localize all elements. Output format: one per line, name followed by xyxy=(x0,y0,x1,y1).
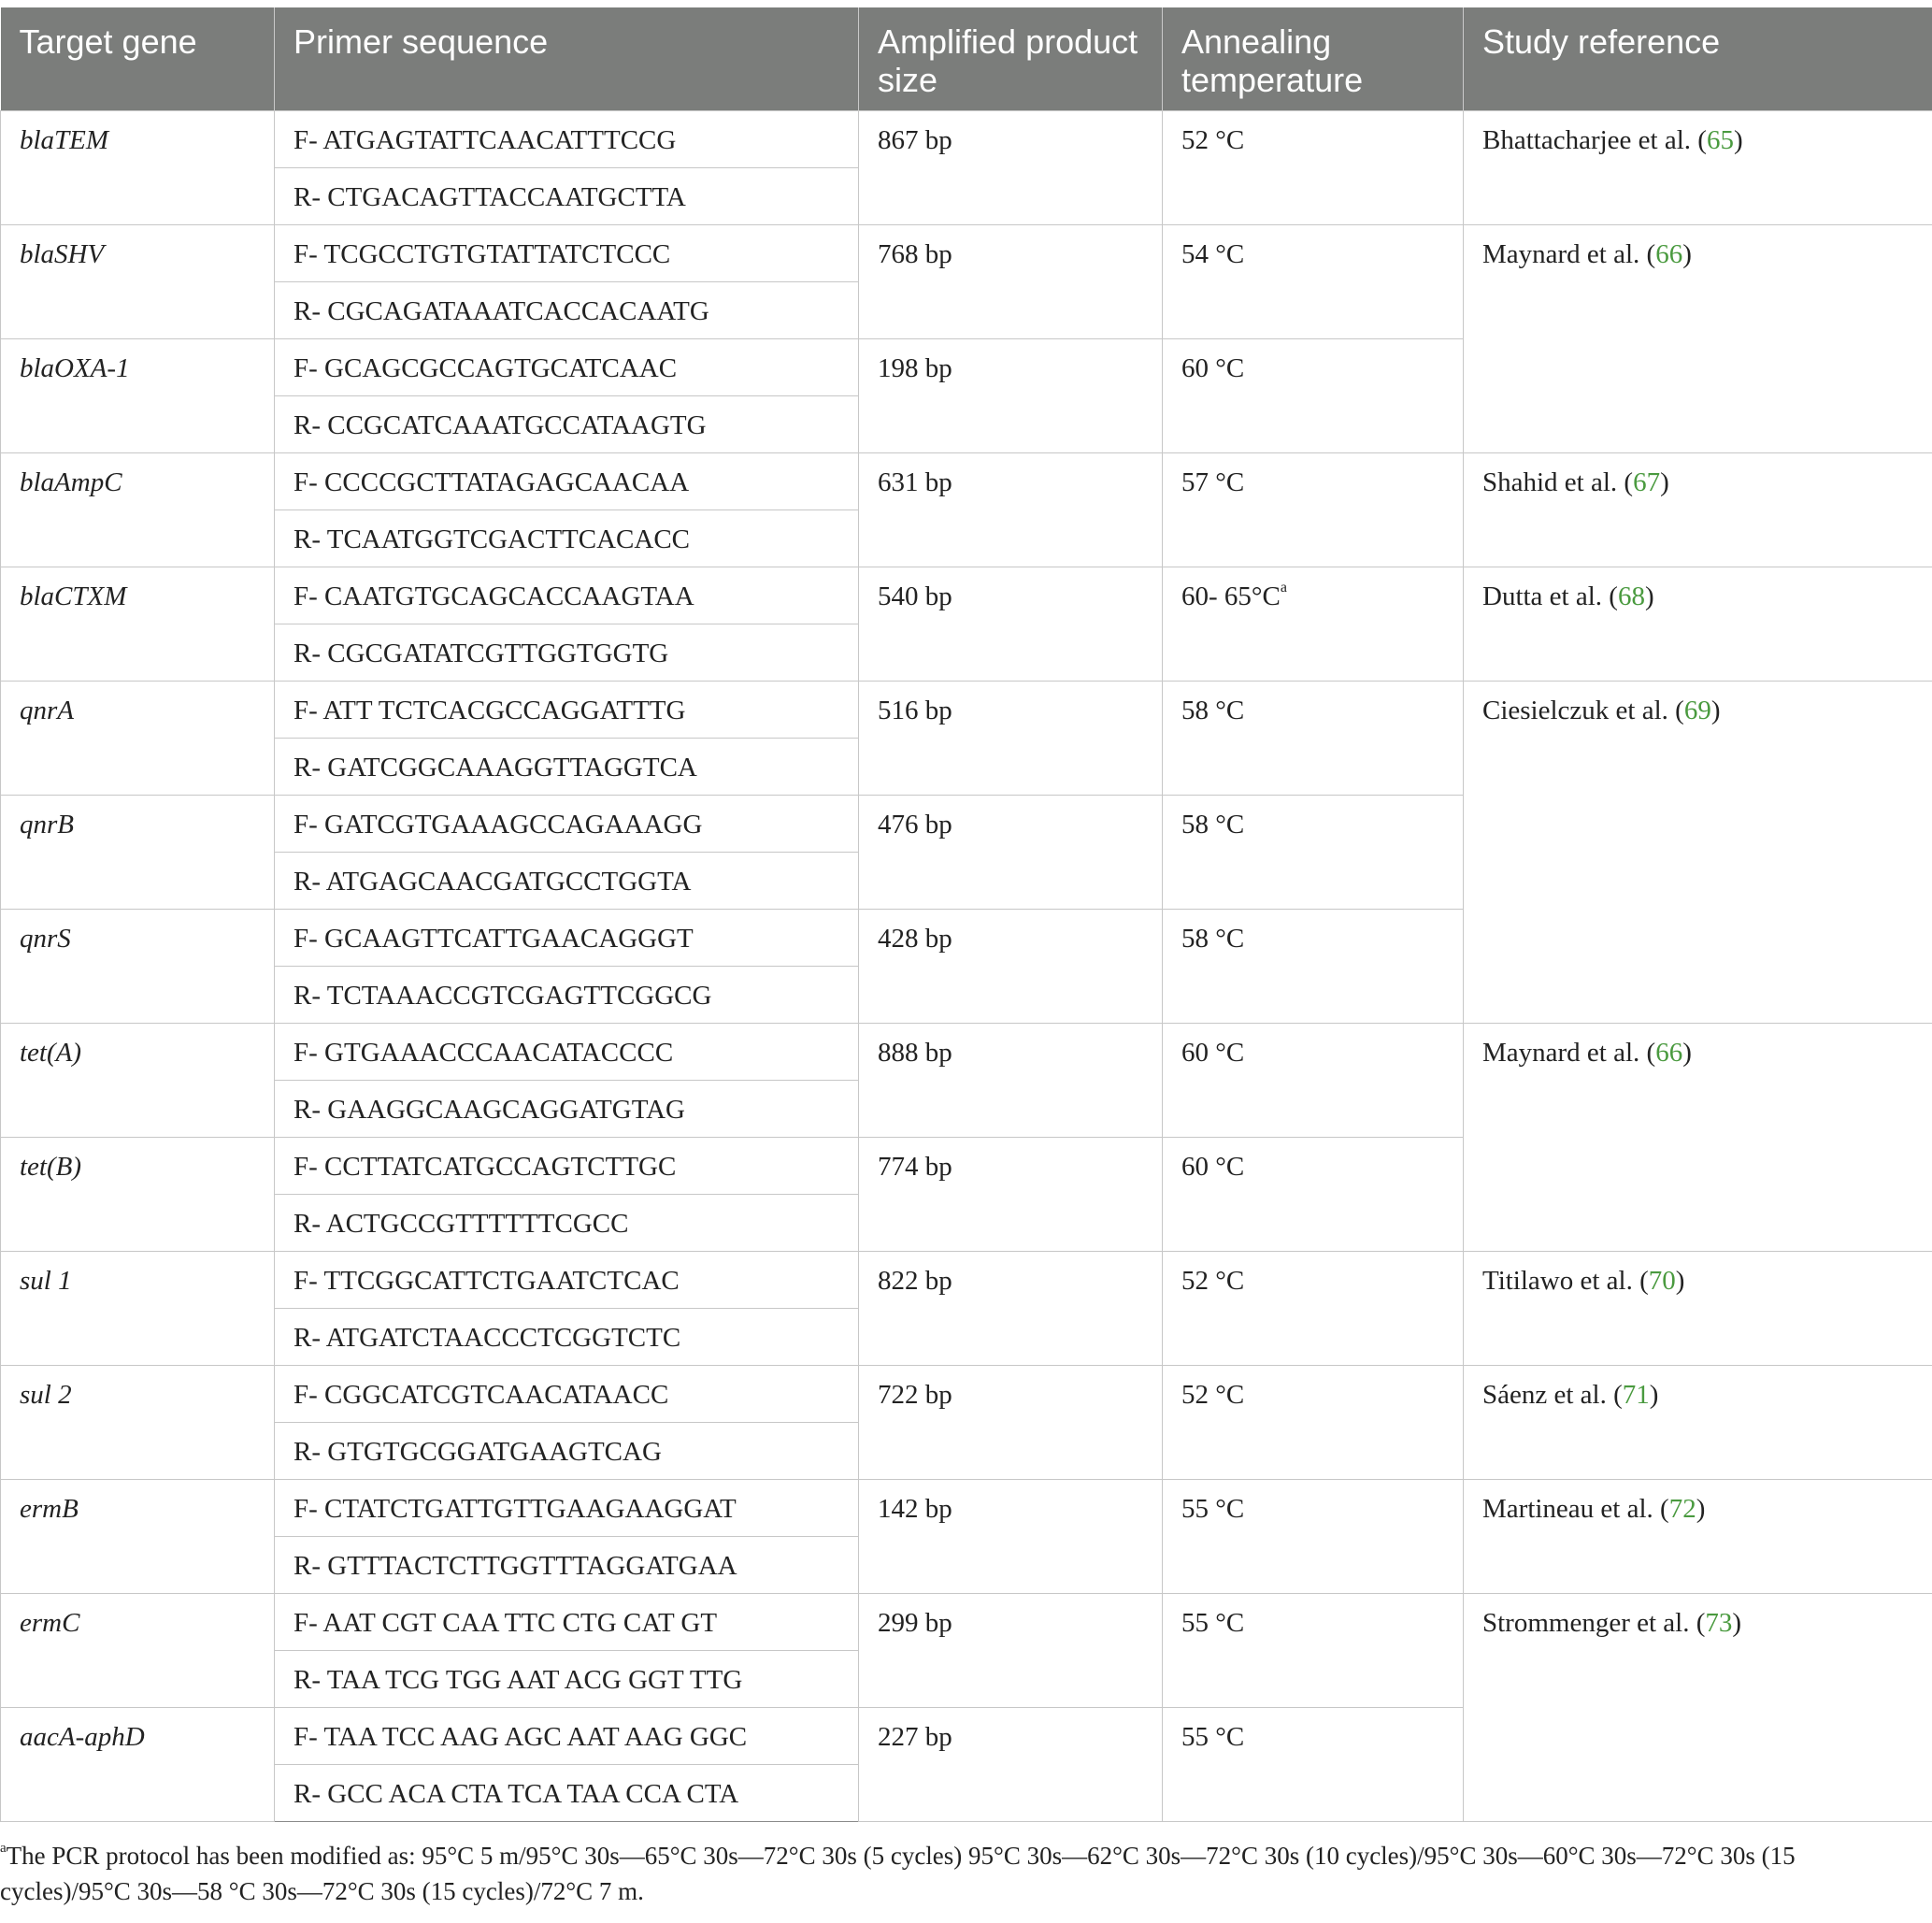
gene-name: aacA-aphD xyxy=(1,1708,275,1822)
study-reference: Strommenger et al. (73) xyxy=(1464,1594,1932,1822)
forward-primer: F- ATT TCTCACGCCAGGATTTG xyxy=(275,682,859,739)
footnote-marker: a xyxy=(1280,580,1287,596)
gene-name: qnrS xyxy=(1,910,275,1024)
ref-link[interactable]: 73 xyxy=(1705,1608,1733,1638)
forward-primer: F- CAATGTGCAGCACCAAGTAA xyxy=(275,567,859,624)
product-size: 516 bp xyxy=(859,682,1163,796)
reverse-primer: R- ACTGCCGTTTTTTCGCC xyxy=(275,1195,859,1252)
gene-name: blaCTXM xyxy=(1,567,275,682)
ref-author: Shahid et al. xyxy=(1482,467,1618,497)
forward-primer: F- TTCGGCATTCTGAATCTCAC xyxy=(275,1252,859,1309)
table-header xyxy=(1,7,1932,111)
product-size: 774 bp xyxy=(859,1138,1163,1252)
ref-author: Maynard et al. xyxy=(1482,1038,1640,1068)
table-body xyxy=(1,111,1932,1822)
forward-primer: F- GCAAGTTCATTGAACAGGGT xyxy=(275,910,859,967)
forward-primer: F- CTATCTGATTGTTGAAGAAGGAT xyxy=(275,1480,859,1537)
product-size: 476 bp xyxy=(859,796,1163,910)
study-reference: Maynard et al. (66) xyxy=(1464,1024,1932,1252)
annealing-temp: 58 °C xyxy=(1163,910,1464,1024)
study-reference: Ciesielczuk et al. (69) xyxy=(1464,682,1932,1024)
ref-author: Ciesielczuk et al. xyxy=(1482,696,1668,725)
table-row xyxy=(1,1024,1932,1081)
annealing-temp: 52 °C xyxy=(1163,1366,1464,1480)
reverse-primer: R- CGCGATATCGTTGGTGGTG xyxy=(275,624,859,682)
annealing-temp: 58 °C xyxy=(1163,682,1464,796)
gene-name: tet(B) xyxy=(1,1138,275,1252)
product-size: 142 bp xyxy=(859,1480,1163,1594)
product-size: 428 bp xyxy=(859,910,1163,1024)
product-size: 888 bp xyxy=(859,1024,1163,1138)
ref-author: Titilawo et al. xyxy=(1482,1266,1633,1296)
product-size: 867 bp xyxy=(859,111,1163,225)
study-reference: Dutta et al. (68) xyxy=(1464,567,1932,682)
table-row xyxy=(1,453,1932,510)
study-reference: Maynard et al. (66) xyxy=(1464,225,1932,453)
ref-link[interactable]: 69 xyxy=(1683,696,1711,725)
table-row xyxy=(1,682,1932,739)
ref-link[interactable]: 72 xyxy=(1668,1494,1696,1524)
forward-primer: F- GCAGCGCCAGTGCATCAAC xyxy=(275,339,859,396)
annealing-temp: 52 °C xyxy=(1163,111,1464,225)
table-row xyxy=(1,1480,1932,1537)
ref-author: Maynard et al. xyxy=(1482,239,1640,269)
header-primer-sequence: Primer sequence xyxy=(275,7,859,111)
ref-link[interactable]: 66 xyxy=(1655,1038,1683,1068)
ref-author: Strommenger et al. xyxy=(1482,1608,1690,1638)
footnote-marker: a xyxy=(0,1841,7,1856)
table-row xyxy=(1,1366,1932,1423)
header-product-size: Amplified product size xyxy=(859,7,1163,111)
footnote-text: The PCR protocol has been modified as: 95°C 5 m/95°C 30s—65°C 30s—72°C 30s (5 cycles) 95°C 30s—62°C 30s—72°C 30s (10 cycles)/95°C 30s—60°C 30s—72°C 30s (15 cycles)/95°C 30s—58 °C 30s—72°C 30s (15 cycles)/72°C 7 m. xyxy=(0,1842,1796,1905)
ref-link[interactable]: 71 xyxy=(1622,1380,1650,1410)
annealing-temp: 58 °C xyxy=(1163,796,1464,910)
reverse-primer: R- ATGAGCAACGATGCCTGGTA xyxy=(275,853,859,910)
ref-link[interactable]: 67 xyxy=(1633,467,1661,497)
annealing-temp: 60 °C xyxy=(1163,1138,1464,1252)
header-study-reference: Study reference xyxy=(1464,7,1932,111)
study-reference: Sáenz et al. (71) xyxy=(1464,1366,1932,1480)
ref-author: Bhattacharjee et al. xyxy=(1482,125,1692,155)
ref-author: Martineau et al. xyxy=(1482,1494,1653,1524)
forward-primer: F- CGGCATCGTCAACATAACC xyxy=(275,1366,859,1423)
reverse-primer: R- ATGATCTAACCCTCGGTCTC xyxy=(275,1309,859,1366)
reverse-primer: R- CTGACAGTTACCAATGCTTA xyxy=(275,168,859,225)
annealing-temp: 52 °C xyxy=(1163,1252,1464,1366)
annealing-temp: 55 °C xyxy=(1163,1594,1464,1708)
study-reference: Martineau et al. (72) xyxy=(1464,1480,1932,1594)
gene-name: qnrA xyxy=(1,682,275,796)
gene-name: qnrB xyxy=(1,796,275,910)
forward-primer: F- TCGCCTGTGTATTATCTCCC xyxy=(275,225,859,282)
forward-primer: F- ATGAGTATTCAACATTTCCG xyxy=(275,111,859,168)
product-size: 822 bp xyxy=(859,1252,1163,1366)
reverse-primer: R- CCGCATCAAATGCCATAAGTG xyxy=(275,396,859,453)
study-reference: Titilawo et al. (70) xyxy=(1464,1252,1932,1366)
annealing-temp: 60 °C xyxy=(1163,1024,1464,1138)
product-size: 227 bp xyxy=(859,1708,1163,1822)
ref-link[interactable]: 70 xyxy=(1648,1266,1676,1296)
ref-author: Sáenz et al. xyxy=(1482,1380,1607,1410)
forward-primer: F- CCCCGCTTATAGAGCAACAA xyxy=(275,453,859,510)
primer-table xyxy=(0,7,1932,1822)
study-reference: Shahid et al. (67) xyxy=(1464,453,1932,567)
header-annealing-temperature: Annealing temperature xyxy=(1163,7,1464,111)
reverse-primer: R- GATCGGCAAAGGTTAGGTCA xyxy=(275,739,859,796)
product-size: 768 bp xyxy=(859,225,1163,339)
annealing-temp: 57 °C xyxy=(1163,453,1464,567)
gene-name: tet(A) xyxy=(1,1024,275,1138)
product-size: 198 bp xyxy=(859,339,1163,453)
ref-link[interactable]: 68 xyxy=(1617,581,1645,611)
forward-primer: F- GTGAAACCCAACATACCCC xyxy=(275,1024,859,1081)
ref-link[interactable]: 65 xyxy=(1706,125,1734,155)
reverse-primer: R- CGCAGATAAATCACCACAATG xyxy=(275,282,859,339)
gene-name: ermC xyxy=(1,1594,275,1708)
forward-primer: F- AAT CGT CAA TTC CTG CAT GT xyxy=(275,1594,859,1651)
annealing-temp: 60 °C xyxy=(1163,339,1464,453)
reverse-primer: R- TCAATGGTCGACTTCACACC xyxy=(275,510,859,567)
annealing-temp: 55 °C xyxy=(1163,1708,1464,1822)
gene-name: sul 1 xyxy=(1,1252,275,1366)
reverse-primer: R- TCTAAACCGTCGAGTTCGGCG xyxy=(275,967,859,1024)
gene-name: ermB xyxy=(1,1480,275,1594)
product-size: 722 bp xyxy=(859,1366,1163,1480)
annealing-temp xyxy=(1163,567,1464,682)
ref-author: Dutta et al. xyxy=(1482,581,1603,611)
reverse-primer: R- GAAGGCAAGCAGGATGTAG xyxy=(275,1081,859,1138)
product-size: 299 bp xyxy=(859,1594,1163,1708)
reverse-primer: R- GTTTACTCTTGGTTTAGGATGAA xyxy=(275,1537,859,1594)
annealing-temp: 55 °C xyxy=(1163,1480,1464,1594)
table-row xyxy=(1,225,1932,282)
gene-name: sul 2 xyxy=(1,1366,275,1480)
forward-primer: F- TAA TCC AAG AGC AAT AAG GGC xyxy=(275,1708,859,1765)
table-row xyxy=(1,567,1932,624)
reverse-primer: R- GCC ACA CTA TCA TAA CCA CTA xyxy=(275,1765,859,1822)
product-size: 540 bp xyxy=(859,567,1163,682)
table-footnote xyxy=(0,1838,1907,1909)
gene-name: blaTEM xyxy=(1,111,275,225)
gene-name: blaSHV xyxy=(1,225,275,339)
table-row xyxy=(1,1252,1932,1309)
study-reference: Bhattacharjee et al. (65) xyxy=(1464,111,1932,225)
reverse-primer: R- GTGTGCGGATGAAGTCAG xyxy=(275,1423,859,1480)
header-row xyxy=(1,7,1932,111)
annealing-temp-value: 60- 65°C xyxy=(1181,581,1281,611)
table-row xyxy=(1,111,1932,168)
gene-name: blaOXA-1 xyxy=(1,339,275,453)
header-target-gene: Target gene xyxy=(1,7,275,111)
gene-name: blaAmpC xyxy=(1,453,275,567)
forward-primer: F- CCTTATCATGCCAGTCTTGC xyxy=(275,1138,859,1195)
forward-primer: F- GATCGTGAAAGCCAGAAAGG xyxy=(275,796,859,853)
ref-link[interactable]: 66 xyxy=(1655,239,1683,269)
product-size: 631 bp xyxy=(859,453,1163,567)
table-row xyxy=(1,1594,1932,1651)
reverse-primer: R- TAA TCG TGG AAT ACG GGT TTG xyxy=(275,1651,859,1708)
annealing-temp: 54 °C xyxy=(1163,225,1464,339)
